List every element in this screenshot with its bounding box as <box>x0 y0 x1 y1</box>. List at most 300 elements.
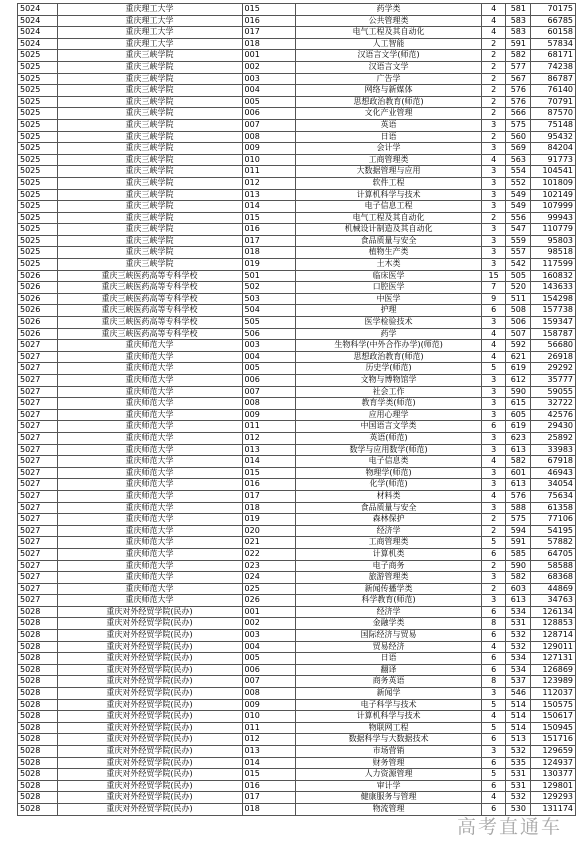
major-code-cell: 017 <box>242 792 296 804</box>
school-name-cell: 重庆三峡医药高等专科学校 <box>57 328 242 340</box>
school-name-cell: 重庆理工大学 <box>57 38 242 50</box>
major-code-cell: 020 <box>242 525 296 537</box>
table-row <box>18 780 576 792</box>
rank-cell: 159347 <box>531 317 576 329</box>
school-code-cell: 5028 <box>18 664 58 676</box>
table-row <box>18 572 576 584</box>
school-name-cell: 重庆师范大学 <box>57 444 242 456</box>
major-name-cell: 电子商务 <box>296 560 481 572</box>
table-body <box>18 4 576 816</box>
plan-count-cell: 3 <box>481 502 506 514</box>
major-code-cell: 018 <box>242 38 296 50</box>
major-code-cell: 012 <box>242 734 296 746</box>
major-code-cell: 021 <box>242 537 296 549</box>
school-name-cell: 重庆师范大学 <box>57 502 242 514</box>
min-score-cell: 559 <box>506 235 531 247</box>
major-code-cell: 003 <box>242 73 296 85</box>
plan-count-cell: 4 <box>481 641 506 653</box>
school-code-cell: 5028 <box>18 711 58 723</box>
rank-cell: 151716 <box>531 734 576 746</box>
school-code-cell: 5025 <box>18 96 58 108</box>
table-row <box>18 769 576 781</box>
school-name-cell: 重庆三峡学院 <box>57 154 242 166</box>
major-code-cell: 017 <box>242 490 296 502</box>
min-score-cell: 566 <box>506 108 531 120</box>
school-name-cell: 重庆对外经贸学院(民办) <box>57 711 242 723</box>
school-name-cell: 重庆师范大学 <box>57 456 242 468</box>
major-code-cell: 005 <box>242 363 296 375</box>
school-name-cell: 重庆师范大学 <box>57 386 242 398</box>
major-name-cell: 商务英语 <box>296 676 481 688</box>
plan-count-cell: 3 <box>481 746 506 758</box>
plan-count-cell: 3 <box>481 247 506 259</box>
min-score-cell: 576 <box>506 85 531 97</box>
rank-cell: 44869 <box>531 583 576 595</box>
rank-cell: 70175 <box>531 4 576 16</box>
major-name-cell: 物理学(师范) <box>296 467 481 479</box>
table-row <box>18 38 576 50</box>
table-row <box>18 444 576 456</box>
min-score-cell: 576 <box>506 96 531 108</box>
table-row <box>18 490 576 502</box>
plan-count-cell: 2 <box>481 61 506 73</box>
min-score-cell: 531 <box>506 769 531 781</box>
school-name-cell: 重庆三峡学院 <box>57 212 242 224</box>
rank-cell: 42576 <box>531 409 576 421</box>
major-name-cell: 网络与新媒体 <box>296 85 481 97</box>
rank-cell: 102149 <box>531 189 576 201</box>
major-code-cell: 009 <box>242 143 296 155</box>
major-name-cell: 植物生产类 <box>296 247 481 259</box>
min-score-cell: 577 <box>506 61 531 73</box>
plan-count-cell: 3 <box>481 572 506 584</box>
major-code-cell: 025 <box>242 583 296 595</box>
min-score-cell: 569 <box>506 143 531 155</box>
major-name-cell: 药学 <box>296 328 481 340</box>
major-code-cell: 011 <box>242 166 296 178</box>
school-name-cell: 重庆三峡学院 <box>57 235 242 247</box>
major-name-cell: 思想政治教育(师范) <box>296 351 481 363</box>
min-score-cell: 513 <box>506 734 531 746</box>
min-score-cell: 506 <box>506 317 531 329</box>
school-name-cell: 重庆对外经贸学院(民办) <box>57 734 242 746</box>
rank-cell: 129293 <box>531 792 576 804</box>
rank-cell: 95803 <box>531 235 576 247</box>
major-name-cell: 健康服务与管理 <box>296 792 481 804</box>
table-row <box>18 502 576 514</box>
table-row <box>18 317 576 329</box>
table-row <box>18 734 576 746</box>
admission-score-table <box>17 3 576 816</box>
major-code-cell: 019 <box>242 514 296 526</box>
plan-count-cell: 8 <box>481 676 506 688</box>
rank-cell: 91773 <box>531 154 576 166</box>
school-code-cell: 5027 <box>18 398 58 410</box>
table-row <box>18 328 576 340</box>
table-row <box>18 166 576 178</box>
table-row <box>18 664 576 676</box>
plan-count-cell: 6 <box>481 734 506 746</box>
school-name-cell: 重庆三峡学院 <box>57 143 242 155</box>
rank-cell: 35777 <box>531 375 576 387</box>
min-score-cell: 511 <box>506 293 531 305</box>
major-code-cell: 505 <box>242 317 296 329</box>
school-name-cell: 重庆对外经贸学院(民办) <box>57 676 242 688</box>
major-code-cell: 015 <box>242 769 296 781</box>
major-code-cell: 009 <box>242 409 296 421</box>
table-row <box>18 676 576 688</box>
school-name-cell: 重庆师范大学 <box>57 537 242 549</box>
major-code-cell: 007 <box>242 386 296 398</box>
plan-count-cell: 4 <box>481 792 506 804</box>
table-row <box>18 212 576 224</box>
rank-cell: 87570 <box>531 108 576 120</box>
major-code-cell: 014 <box>242 757 296 769</box>
plan-count-cell: 4 <box>481 15 506 27</box>
school-code-cell: 5028 <box>18 676 58 688</box>
major-code-cell: 002 <box>242 618 296 630</box>
major-code-cell: 017 <box>242 235 296 247</box>
min-score-cell: 549 <box>506 189 531 201</box>
school-name-cell: 重庆师范大学 <box>57 409 242 421</box>
school-code-cell: 5026 <box>18 282 58 294</box>
min-score-cell: 557 <box>506 247 531 259</box>
min-score-cell: 554 <box>506 166 531 178</box>
major-name-cell: 经济学 <box>296 525 481 537</box>
school-name-cell: 重庆三峡学院 <box>57 119 242 131</box>
plan-count-cell: 6 <box>481 664 506 676</box>
table-row <box>18 618 576 630</box>
table-row <box>18 630 576 642</box>
school-code-cell: 5027 <box>18 467 58 479</box>
plan-count-cell: 6 <box>481 803 506 815</box>
min-score-cell: 603 <box>506 583 531 595</box>
school-code-cell: 5026 <box>18 317 58 329</box>
school-name-cell: 重庆师范大学 <box>57 351 242 363</box>
school-name-cell: 重庆三峡学院 <box>57 131 242 143</box>
major-code-cell: 001 <box>242 606 296 618</box>
table-row <box>18 375 576 387</box>
rank-cell: 110779 <box>531 224 576 236</box>
major-code-cell: 024 <box>242 572 296 584</box>
major-name-cell: 汉语言文学 <box>296 61 481 73</box>
table-row <box>18 85 576 97</box>
min-score-cell: 621 <box>506 351 531 363</box>
plan-count-cell: 4 <box>481 711 506 723</box>
table-row <box>18 305 576 317</box>
plan-count-cell: 3 <box>481 595 506 607</box>
table-row <box>18 688 576 700</box>
school-code-cell: 5025 <box>18 235 58 247</box>
plan-count-cell: 3 <box>481 444 506 456</box>
min-score-cell: 514 <box>506 711 531 723</box>
school-name-cell: 重庆三峡学院 <box>57 166 242 178</box>
min-score-cell: 590 <box>506 560 531 572</box>
table-row <box>18 479 576 491</box>
plan-count-cell: 3 <box>481 386 506 398</box>
major-name-cell: 电子信息类 <box>296 456 481 468</box>
major-name-cell: 历史学(师范) <box>296 363 481 375</box>
school-name-cell: 重庆对外经贸学院(民办) <box>57 792 242 804</box>
school-name-cell: 重庆对外经贸学院(民办) <box>57 803 242 815</box>
major-name-cell: 医学检验技术 <box>296 317 481 329</box>
plan-count-cell: 3 <box>481 479 506 491</box>
major-name-cell: 计算机类 <box>296 548 481 560</box>
plan-count-cell: 8 <box>481 618 506 630</box>
min-score-cell: 591 <box>506 38 531 50</box>
min-score-cell: 508 <box>506 305 531 317</box>
school-name-cell: 重庆对外经贸学院(民办) <box>57 688 242 700</box>
table-row <box>18 514 576 526</box>
rank-cell: 131174 <box>531 803 576 815</box>
major-code-cell: 009 <box>242 699 296 711</box>
rank-cell: 34054 <box>531 479 576 491</box>
min-score-cell: 588 <box>506 502 531 514</box>
plan-count-cell: 5 <box>481 722 506 734</box>
min-score-cell: 582 <box>506 572 531 584</box>
rank-cell: 158787 <box>531 328 576 340</box>
min-score-cell: 615 <box>506 398 531 410</box>
major-code-cell: 013 <box>242 444 296 456</box>
rank-cell: 25892 <box>531 432 576 444</box>
school-code-cell: 5027 <box>18 548 58 560</box>
watermark-text: 高考直通车 <box>456 816 562 838</box>
school-code-cell: 5028 <box>18 641 58 653</box>
plan-count-cell: 2 <box>481 583 506 595</box>
min-score-cell: 619 <box>506 363 531 375</box>
major-name-cell: 审计学 <box>296 780 481 792</box>
major-name-cell: 新闻传播学类 <box>296 583 481 595</box>
school-code-cell: 5026 <box>18 305 58 317</box>
school-code-cell: 5024 <box>18 38 58 50</box>
school-code-cell: 5025 <box>18 189 58 201</box>
major-name-cell: 中国语言文学类 <box>296 421 481 433</box>
min-score-cell: 583 <box>506 15 531 27</box>
rank-cell: 154298 <box>531 293 576 305</box>
major-name-cell: 计算机科学与技术 <box>296 711 481 723</box>
plan-count-cell: 5 <box>481 769 506 781</box>
rank-cell: 76140 <box>531 85 576 97</box>
school-code-cell: 5027 <box>18 421 58 433</box>
plan-count-cell: 5 <box>481 537 506 549</box>
major-code-cell: 016 <box>242 780 296 792</box>
major-name-cell: 数学与应用数学(师范) <box>296 444 481 456</box>
school-code-cell: 5028 <box>18 618 58 630</box>
plan-count-cell: 4 <box>481 351 506 363</box>
major-name-cell: 日语 <box>296 653 481 665</box>
min-score-cell: 534 <box>506 606 531 618</box>
school-code-cell: 5025 <box>18 201 58 213</box>
rank-cell: 46943 <box>531 467 576 479</box>
plan-count-cell: 4 <box>481 340 506 352</box>
major-code-cell: 005 <box>242 653 296 665</box>
plan-count-cell: 15 <box>481 270 506 282</box>
major-code-cell: 017 <box>242 27 296 39</box>
major-code-cell: 003 <box>242 630 296 642</box>
major-code-cell: 004 <box>242 85 296 97</box>
school-code-cell: 5026 <box>18 328 58 340</box>
school-name-cell: 重庆对外经贸学院(民办) <box>57 757 242 769</box>
school-name-cell: 重庆对外经贸学院(民办) <box>57 606 242 618</box>
school-name-cell: 重庆师范大学 <box>57 363 242 375</box>
school-name-cell: 重庆对外经贸学院(民办) <box>57 653 242 665</box>
major-name-cell: 广告学 <box>296 73 481 85</box>
rank-cell: 26918 <box>531 351 576 363</box>
rank-cell: 68368 <box>531 572 576 584</box>
table-row <box>18 386 576 398</box>
plan-count-cell: 3 <box>481 143 506 155</box>
major-code-cell: 026 <box>242 595 296 607</box>
table-row <box>18 108 576 120</box>
major-name-cell: 食品质量与安全 <box>296 235 481 247</box>
plan-count-cell: 3 <box>481 317 506 329</box>
table-row <box>18 131 576 143</box>
table-row <box>18 792 576 804</box>
major-name-cell: 新闻学 <box>296 688 481 700</box>
min-score-cell: 549 <box>506 201 531 213</box>
school-code-cell: 5027 <box>18 583 58 595</box>
table-row <box>18 409 576 421</box>
school-code-cell: 5025 <box>18 259 58 271</box>
plan-count-cell: 3 <box>481 467 506 479</box>
table-row <box>18 282 576 294</box>
min-score-cell: 581 <box>506 4 531 16</box>
major-name-cell: 土木类 <box>296 259 481 271</box>
school-code-cell: 5027 <box>18 444 58 456</box>
school-name-cell: 重庆三峡学院 <box>57 224 242 236</box>
plan-count-cell: 6 <box>481 421 506 433</box>
min-score-cell: 505 <box>506 270 531 282</box>
min-score-cell: 547 <box>506 224 531 236</box>
min-score-cell: 546 <box>506 688 531 700</box>
major-name-cell: 工商管理类 <box>296 537 481 549</box>
major-code-cell: 016 <box>242 15 296 27</box>
table-row <box>18 61 576 73</box>
school-name-cell: 重庆三峡学院 <box>57 201 242 213</box>
major-name-cell: 翻译 <box>296 664 481 676</box>
min-score-cell: 532 <box>506 792 531 804</box>
school-code-cell: 5025 <box>18 61 58 73</box>
major-code-cell: 022 <box>242 548 296 560</box>
min-score-cell: 601 <box>506 467 531 479</box>
school-code-cell: 5028 <box>18 792 58 804</box>
rank-cell: 107999 <box>531 201 576 213</box>
table-row <box>18 293 576 305</box>
major-name-cell: 英语(师范) <box>296 432 481 444</box>
rank-cell: 70791 <box>531 96 576 108</box>
plan-count-cell: 2 <box>481 85 506 97</box>
table-row <box>18 50 576 62</box>
major-code-cell: 008 <box>242 131 296 143</box>
rank-cell: 57882 <box>531 537 576 549</box>
table-row <box>18 722 576 734</box>
rank-cell: 57834 <box>531 38 576 50</box>
plan-count-cell: 2 <box>481 108 506 120</box>
table-row <box>18 189 576 201</box>
table-row <box>18 351 576 363</box>
table-row <box>18 548 576 560</box>
plan-count-cell: 6 <box>481 548 506 560</box>
rank-cell: 77106 <box>531 514 576 526</box>
school-name-cell: 重庆对外经贸学院(民办) <box>57 618 242 630</box>
min-score-cell: 520 <box>506 282 531 294</box>
school-name-cell: 重庆对外经贸学院(民办) <box>57 746 242 758</box>
min-score-cell: 575 <box>506 514 531 526</box>
school-code-cell: 5024 <box>18 15 58 27</box>
rank-cell: 129011 <box>531 641 576 653</box>
major-code-cell: 014 <box>242 201 296 213</box>
min-score-cell: 619 <box>506 421 531 433</box>
school-code-cell: 5027 <box>18 537 58 549</box>
min-score-cell: 585 <box>506 548 531 560</box>
school-code-cell: 5027 <box>18 386 58 398</box>
plan-count-cell: 4 <box>481 154 506 166</box>
school-name-cell: 重庆师范大学 <box>57 467 242 479</box>
rank-cell: 32722 <box>531 398 576 410</box>
major-code-cell: 008 <box>242 688 296 700</box>
school-code-cell: 5028 <box>18 803 58 815</box>
school-code-cell: 5028 <box>18 653 58 665</box>
major-code-cell: 018 <box>242 502 296 514</box>
school-name-cell: 重庆师范大学 <box>57 490 242 502</box>
min-score-cell: 542 <box>506 259 531 271</box>
school-code-cell: 5026 <box>18 270 58 282</box>
rank-cell: 60158 <box>531 27 576 39</box>
school-code-cell: 5027 <box>18 363 58 375</box>
table-row <box>18 15 576 27</box>
major-code-cell: 019 <box>242 259 296 271</box>
major-name-cell: 软件工程 <box>296 177 481 189</box>
table-row <box>18 746 576 758</box>
plan-count-cell: 3 <box>481 235 506 247</box>
major-name-cell: 机械设计制造及其自动化 <box>296 224 481 236</box>
rank-cell: 66785 <box>531 15 576 27</box>
min-score-cell: 514 <box>506 722 531 734</box>
table-row <box>18 560 576 572</box>
school-code-cell: 5027 <box>18 572 58 584</box>
table-row <box>18 653 576 665</box>
min-score-cell: 575 <box>506 119 531 131</box>
table-row <box>18 456 576 468</box>
school-code-cell: 5025 <box>18 154 58 166</box>
rank-cell: 112037 <box>531 688 576 700</box>
table-row <box>18 224 576 236</box>
min-score-cell: 507 <box>506 328 531 340</box>
school-name-cell: 重庆对外经贸学院(民办) <box>57 641 242 653</box>
major-name-cell: 人力资源管理 <box>296 769 481 781</box>
major-code-cell: 010 <box>242 711 296 723</box>
major-name-cell: 社会工作 <box>296 386 481 398</box>
rank-cell: 75148 <box>531 119 576 131</box>
school-code-cell: 5028 <box>18 606 58 618</box>
major-name-cell: 应用心理学 <box>296 409 481 421</box>
min-score-cell: 514 <box>506 699 531 711</box>
major-code-cell: 012 <box>242 432 296 444</box>
major-name-cell: 文化产业管理 <box>296 108 481 120</box>
table-row <box>18 259 576 271</box>
table-row <box>18 154 576 166</box>
min-score-cell: 530 <box>506 803 531 815</box>
school-code-cell: 5025 <box>18 212 58 224</box>
major-code-cell: 506 <box>242 328 296 340</box>
major-name-cell: 电子科学与技术 <box>296 699 481 711</box>
plan-count-cell: 7 <box>481 282 506 294</box>
major-code-cell: 016 <box>242 224 296 236</box>
school-code-cell: 5027 <box>18 432 58 444</box>
school-code-cell: 5027 <box>18 560 58 572</box>
school-name-cell: 重庆理工大学 <box>57 15 242 27</box>
table-row <box>18 398 576 410</box>
